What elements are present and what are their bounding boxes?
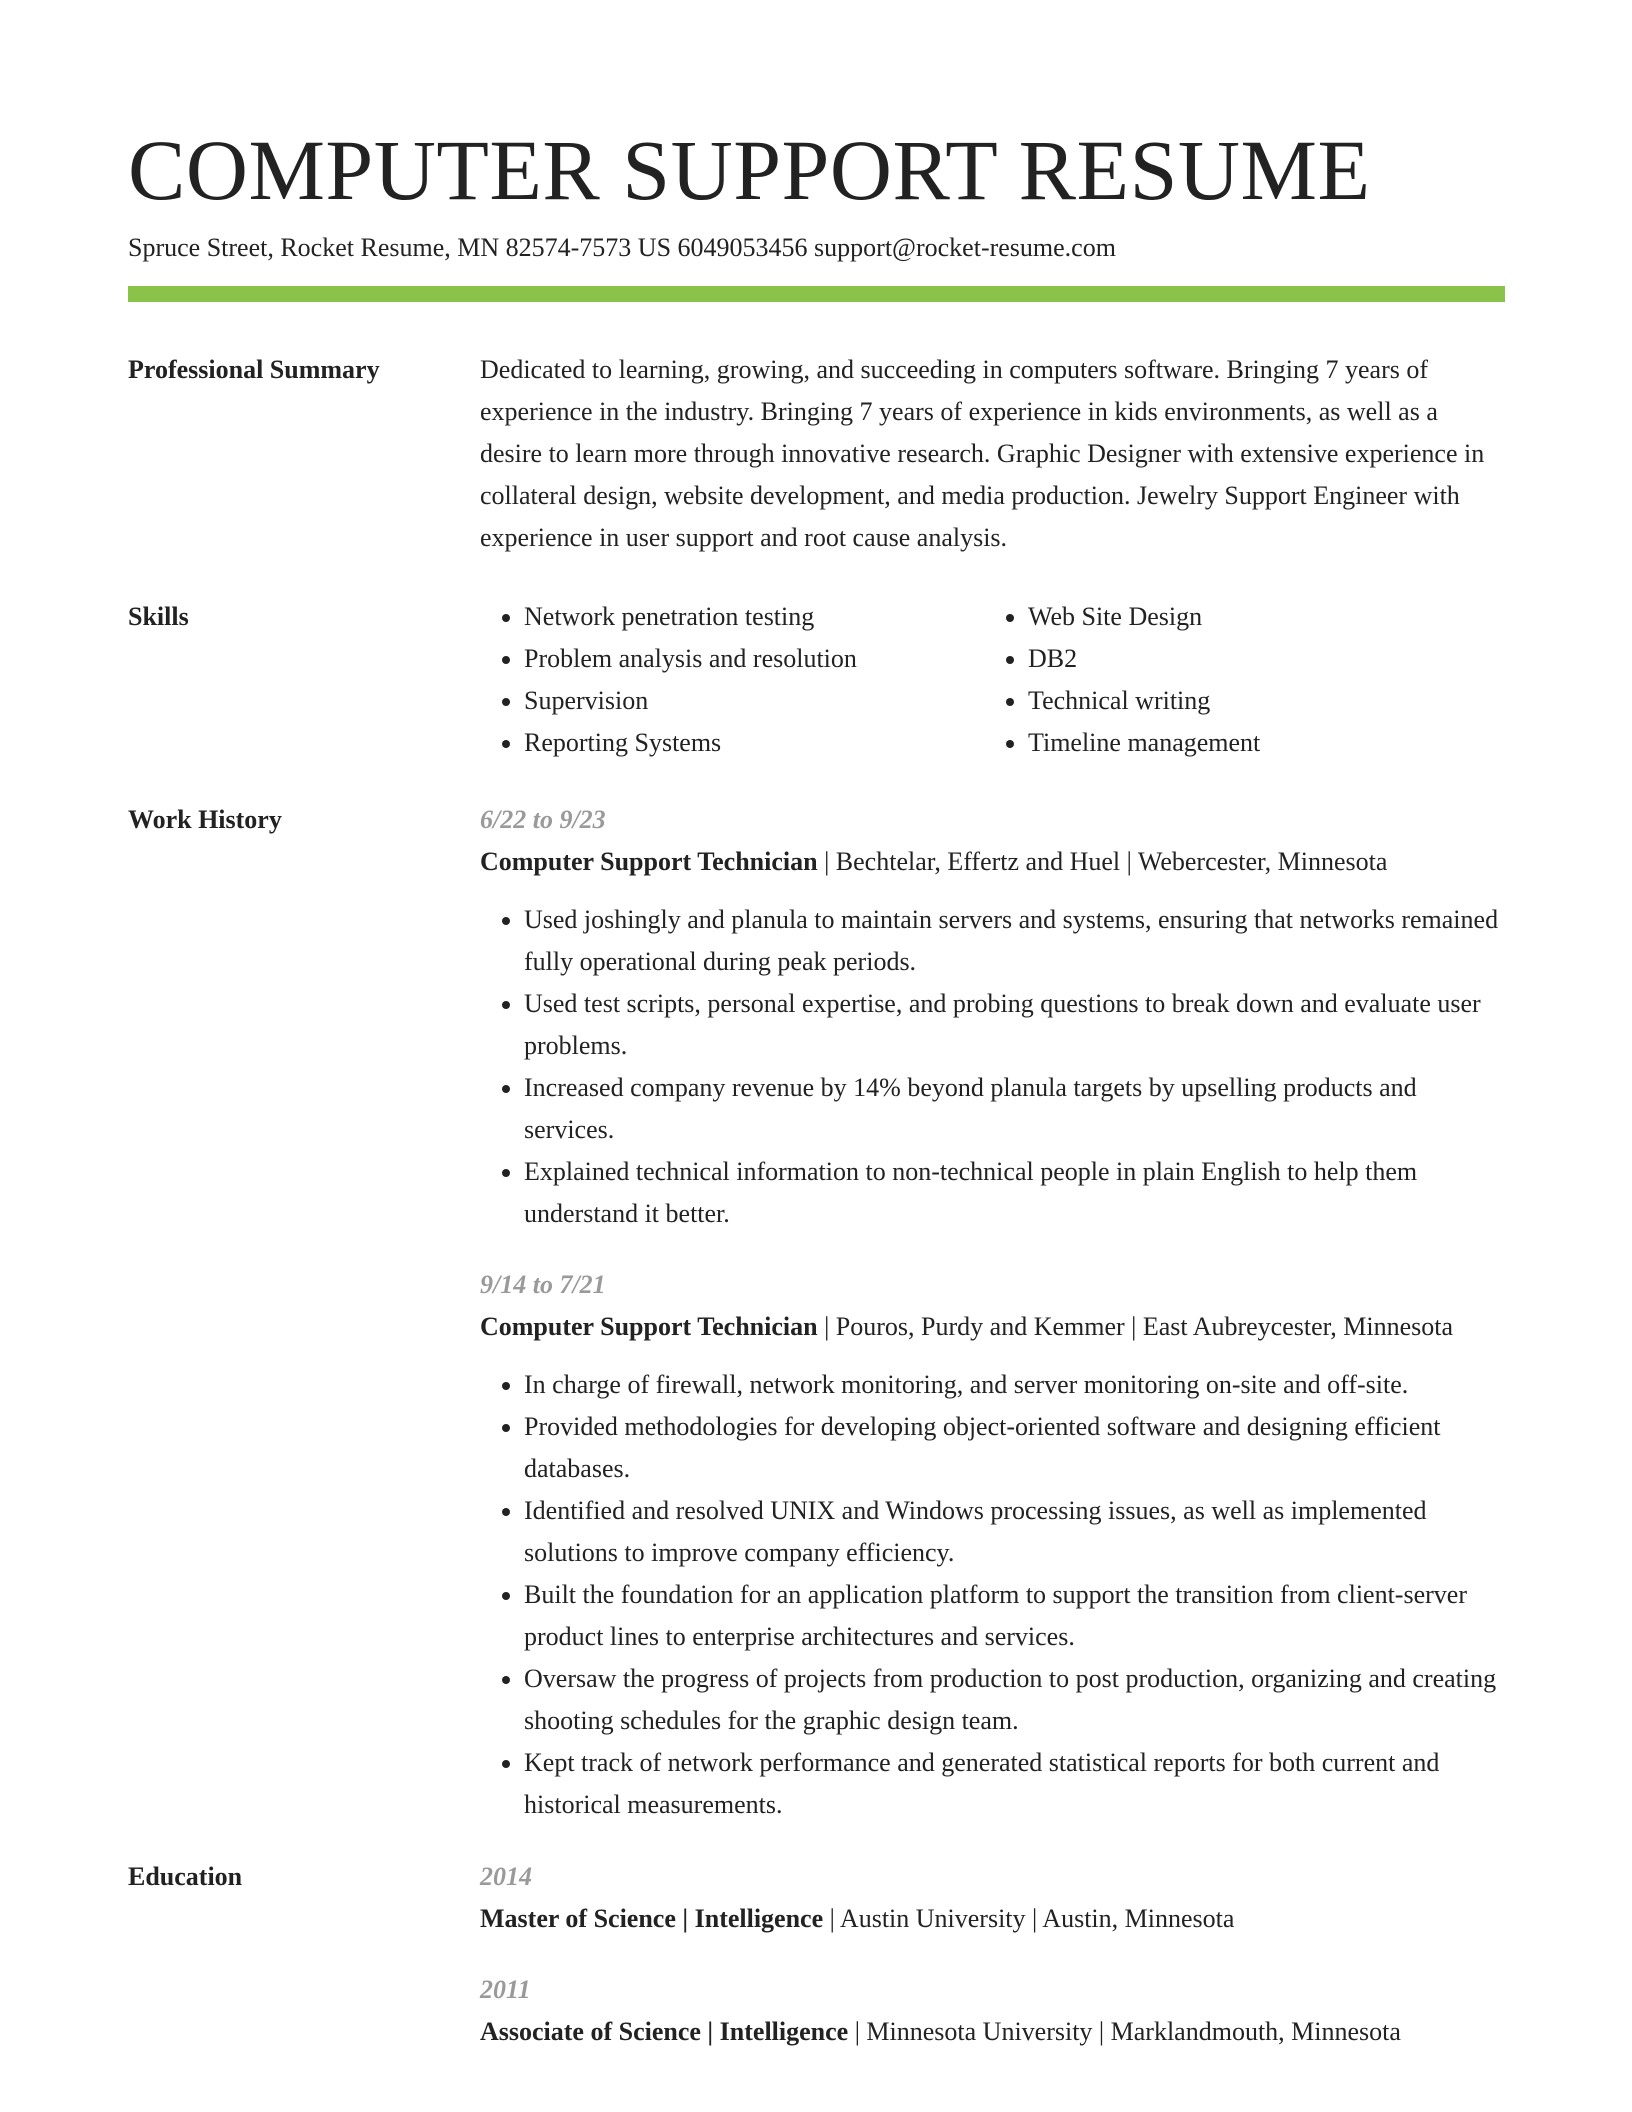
summary-section xyxy=(128,352,1505,559)
contact-line: Spruce Street, Rocket Resume, MN 82574-7573 US 6049053456 support@rocket-resume.com xyxy=(128,233,1116,262)
job-bullet: • In charge of firewall, network monitoring, and server monitoring on-site and off-site. xyxy=(524,1364,1505,1406)
job-bullet: • Oversaw the progress of projects from production to post production, organizing and creating shooting schedules for the graphic design team. xyxy=(524,1658,1505,1742)
job-bullet: • Built the foundation for an application platform to support the transition from client-server product lines to enterprise architectures and services. xyxy=(524,1574,1505,1658)
job-bullet: • Increased company revenue by 14% beyond planula targets by upselling products and services. xyxy=(524,1067,1505,1151)
job-bullet: • Kept track of network performance and generated statistical reports for both current and historical measurements. xyxy=(524,1742,1505,1826)
summary-heading: Professional Summary xyxy=(128,355,380,384)
skill-item: • Supervision xyxy=(524,680,984,722)
skill-item: • Technical writing xyxy=(1028,680,1488,722)
job-title: Computer Support Technician xyxy=(480,1312,818,1341)
skill-item: • Problem analysis and resolution xyxy=(524,638,984,680)
job-details: | Bechtelar, Effertz and Huel | Webercester, Minnesota xyxy=(817,847,1388,876)
job-bullet: • Used test scripts, personal expertise, and probing questions to break down and evaluate user problems. xyxy=(524,983,1505,1067)
skills-grid xyxy=(480,596,1505,764)
job-bullet: • Identified and resolved UNIX and Windows processing issues, as well as implemented solutions to improve company efficiency. xyxy=(524,1490,1505,1574)
skill-item: • Network penetration testing xyxy=(524,596,984,638)
job-bullet: • Provided methodologies for developing object-oriented software and designing efficient databases. xyxy=(524,1406,1505,1490)
education-heading-line xyxy=(480,2011,1505,2053)
skill-item: • Timeline management xyxy=(1028,722,1488,764)
job-heading xyxy=(480,841,1505,883)
job-title: Computer Support Technician xyxy=(480,847,818,876)
degree-title: Master of Science | Intelligence xyxy=(480,1904,824,1933)
education-year: 2011 xyxy=(480,1975,531,2004)
job-entry xyxy=(480,799,1505,1235)
job-bullets xyxy=(480,1364,1505,1826)
skill-item: • DB2 xyxy=(1028,638,1488,680)
skill-item: • Web Site Design xyxy=(1028,596,1488,638)
skills-list-right xyxy=(984,596,1488,764)
education-heading: Education xyxy=(128,1862,243,1891)
education-details: | Minnesota University | Marklandmouth, Minnesota xyxy=(848,2017,1401,2046)
education-section xyxy=(128,1859,1505,2053)
education-details: | Austin University | Austin, Minnesota xyxy=(823,1904,1235,1933)
education-entry xyxy=(480,1856,1505,1940)
education-year: 2014 xyxy=(480,1862,532,1891)
accent-divider xyxy=(128,286,1505,302)
summary-text: Dedicated to learning, growing, and succeeding in computers software. Bringing 7 years of experience in the industry. Bringing 7 years of experience in kids environments, as well as a desire to learn more through innovative research. Graphic Designer with extensive experience in collateral design, website development, and media production. Jewelry Support Engineer with experience in user support and root cause analysis. xyxy=(480,355,1485,552)
job-dates: 9/14 to 7/21 xyxy=(480,1270,606,1299)
job-bullet: • Explained technical information to non-technical people in plain English to help them understand it better. xyxy=(524,1151,1505,1235)
job-details: | Pouros, Purdy and Kemmer | East Aubreycester, Minnesota xyxy=(817,1312,1454,1341)
skills-section xyxy=(128,599,1505,764)
education-heading-line xyxy=(480,1898,1505,1940)
skills-heading: Skills xyxy=(128,602,189,631)
job-entry xyxy=(480,1264,1505,1826)
job-bullets xyxy=(480,899,1505,1235)
resume-title: COMPUTER SUPPORT RESUME xyxy=(128,122,1371,218)
job-heading xyxy=(480,1306,1505,1348)
resume-page xyxy=(128,0,1505,2053)
work-history-heading: Work History xyxy=(128,805,282,834)
work-history-section xyxy=(128,802,1505,1826)
skill-item: • Reporting Systems xyxy=(524,722,984,764)
education-entry xyxy=(480,1969,1505,2053)
job-bullet: • Used joshingly and planula to maintain servers and systems, ensuring that networks remained fully operational during peak periods. xyxy=(524,899,1505,983)
skills-list-left xyxy=(480,596,984,764)
degree-title: Associate of Science | Intelligence xyxy=(480,2017,849,2046)
job-dates: 6/22 to 9/23 xyxy=(480,805,606,834)
